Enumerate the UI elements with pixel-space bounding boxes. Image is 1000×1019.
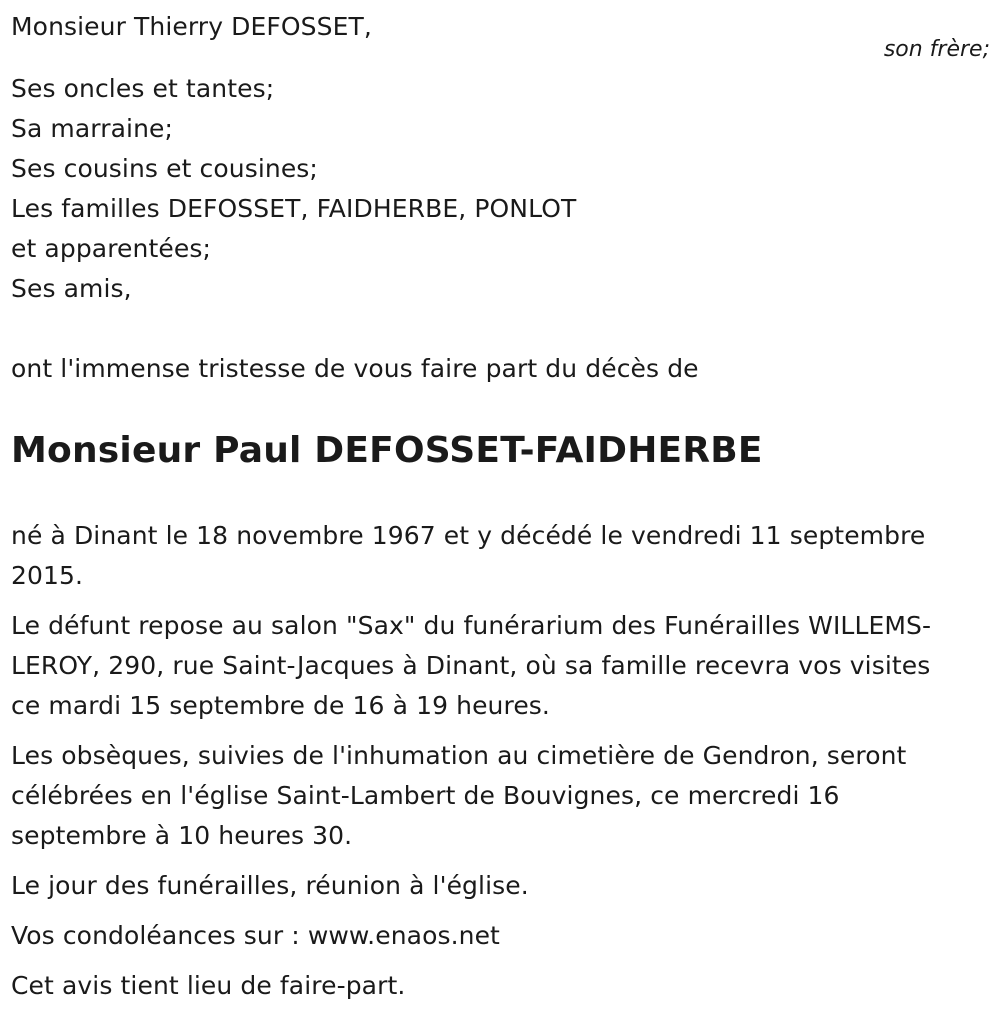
relatives-line: et apparentées; — [11, 234, 211, 263]
funeral-line: célébrées en l'église Saint-Lambert de Bouvignes, ce mercredi 16 — [11, 781, 840, 810]
relatives-line: Ses amis, — [11, 274, 132, 303]
relatives-line: Les familles DEFOSSET, FAIDHERBE, PONLOT — [11, 194, 577, 223]
meeting-line: Le jour des funérailles, réunion à l'église. — [11, 871, 529, 900]
brother-name: Monsieur Thierry DEFOSSET, — [11, 12, 372, 41]
viewing-line: LEROY, 290, rue Saint-Jacques à Dinant, où sa famille recevra vos visites — [11, 651, 931, 680]
relatives-line: Sa marraine; — [11, 114, 174, 143]
deceased-name: Monsieur Paul DEFOSSET-FAIDHERBE — [11, 430, 763, 471]
birth-death-line: né à Dinant le 18 novembre 1967 et y décédé le vendredi 11 septembre — [11, 521, 926, 550]
condolences-line: Vos condoléances sur : www.enaos.net — [11, 921, 500, 950]
funeral-line: Les obsèques, suivies de l'inhumation au cimetière de Gendron, seront — [11, 741, 907, 770]
birth-death-line: 2015. — [11, 561, 84, 590]
announcement-text: ont l'immense tristesse de vous faire part du décès de — [11, 354, 699, 383]
notice-line: Cet avis tient lieu de faire-part. — [11, 971, 406, 1000]
relatives-line: Ses oncles et tantes; — [11, 74, 275, 103]
brother-relation: son frère; — [883, 37, 990, 62]
viewing-line: ce mardi 15 septembre de 16 à 19 heures. — [11, 691, 550, 720]
viewing-line: Le défunt repose au salon "Sax" du funérarium des Funérailles WILLEMS- — [11, 611, 932, 640]
relatives-line: Ses cousins et cousines; — [11, 154, 318, 183]
funeral-line: septembre à 10 heures 30. — [11, 821, 353, 850]
